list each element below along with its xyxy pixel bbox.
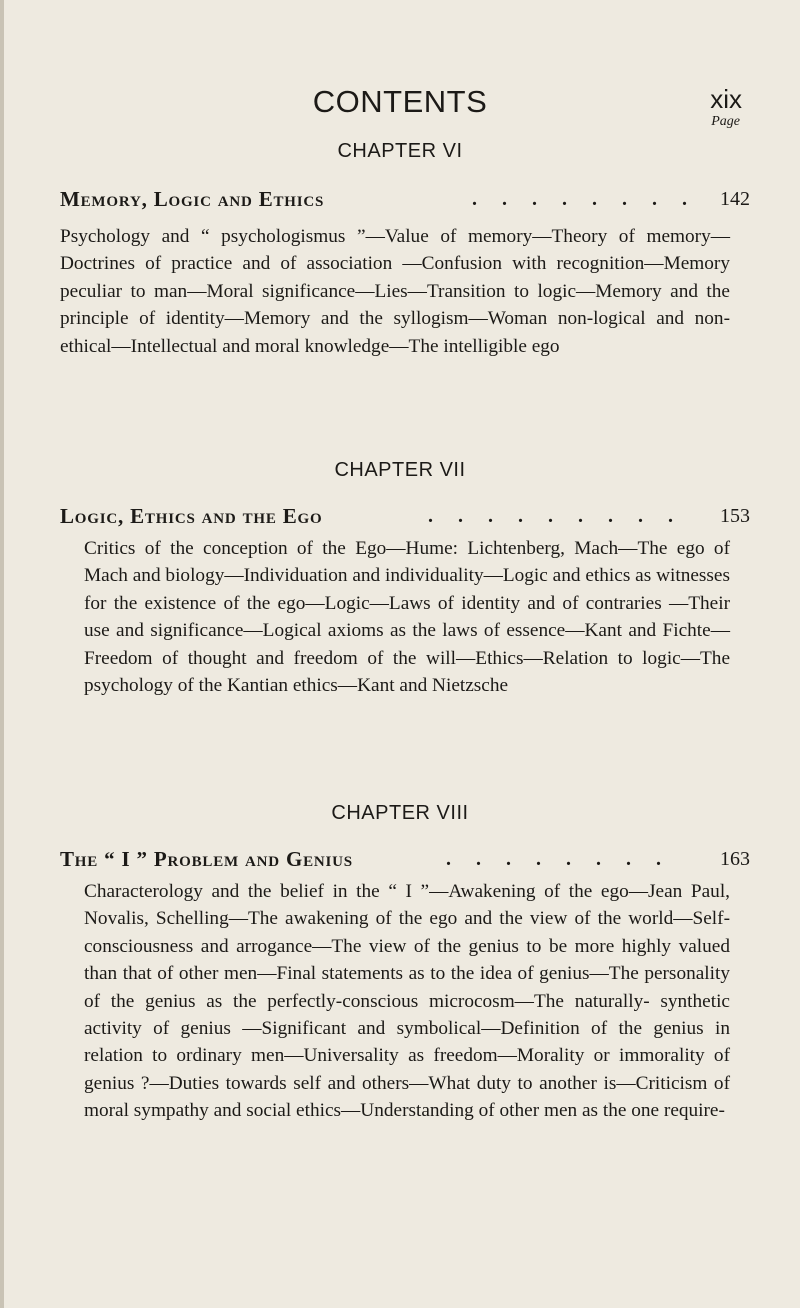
page-number: xix [710,84,742,114]
toc-entry-title: Logic, Ethics and the Ego [60,504,323,528]
dot-leaders: . . . . . . . . . [428,505,683,527]
toc-entry-title: The “ I ” Problem and Genius [60,847,353,871]
page-title: CONTENTS [312,84,488,119]
toc-entry-page: 163 [720,848,750,870]
chapter-heading: CHAPTER VIII [331,802,469,824]
toc-entry-page: 142 [720,188,750,210]
page-edge [0,0,4,1308]
chapter-summary: Critics of the conception of the Ego—Hume: Lichtenberg, Mach—The ego of Mach and biology—Individuation and individuality—Logic and ethics as witnesses for the existence of the ego—Logic—Laws of identity and of contraries —Their use and significance—Logical axioms as the laws of essence—Kant and Fichte—Freedom of thought and freedom of the will—Ethics—Relation to logic—The psychology of the Kantian ethics—Kant and Nietzsche [84,538,730,697]
dot-leaders: . . . . . . . . [472,188,697,210]
toc-entry[interactable] [60,846,750,872]
page-column-label: Page [711,114,740,129]
chapter-heading: CHAPTER VII [334,459,466,481]
chapter-summary: Characterology and the belief in the “ I ”—Awakening of the ego—Jean Paul, Novalis, Schelling—The awakening of the ego and the view of the world—Self-consciousness and arrogance—The view of the genius to be more highly valued than that of other men—Final statements as to the idea of genius—The personality of the genius as the perfectly-conscious microcosm—The naturally- synthetic activity of genius —Significant and symbolical—Definition of the genius in relation to ordinary men—Universality as freedom—Morality or immorality of genius ?—Duties towards self and others—What duty to another is—Criticism of moral sympathy and social ethics—Understanding of other men as the one require- [84,881,730,1122]
toc-entry-page: 153 [720,505,750,527]
dot-leaders: . . . . . . . . [446,848,671,870]
toc-entry[interactable] [60,186,750,212]
chapter-heading: CHAPTER VI [337,140,463,162]
toc-entry[interactable] [60,503,750,529]
toc-entry-title: Memory, Logic and Ethics [60,187,325,211]
chapter-summary: Psychology and “ psychologismus ”—Value of memory—Theory of memory—Doctrines of practice and of association —Confusion with recognition—Memory peculiar to man—Moral significance—Lies—Transition to logic—Memory and the principle of identity—Memory and the syllogism—Woman non-logical and non-ethical—Intellectual and moral knowledge—The intelligible ego [60,226,730,357]
